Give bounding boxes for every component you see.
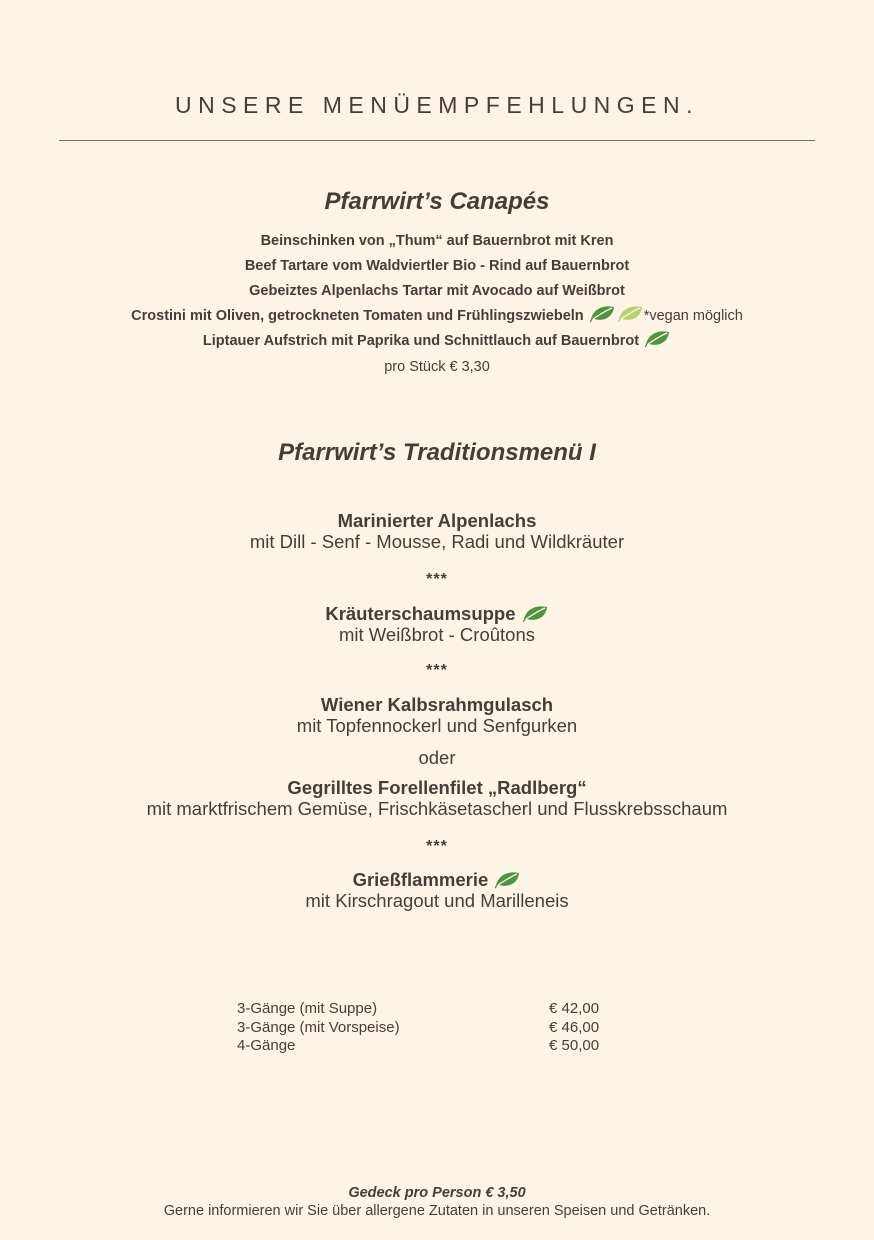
price-value: € 42,00	[549, 1000, 600, 1017]
canape-item-text: Liptauer Aufstrich mit Paprika und Schnittlauch auf Bauernbrot	[202, 333, 640, 349]
header-divider	[59, 140, 815, 141]
canapes-list	[0, 229, 874, 380]
canapes-title: Pfarrwirt’s Canapés	[324, 188, 550, 215]
course-name-row	[0, 869, 874, 890]
price-row	[237, 1000, 617, 1019]
course-description: mit Kirschragout und Marilleneis	[305, 890, 569, 911]
price-table	[237, 1000, 617, 1056]
price-value: € 46,00	[549, 1018, 600, 1036]
vegan-note: *vegan möglich	[643, 308, 743, 324]
price-value: € 50,00	[549, 1037, 600, 1054]
course-name: Marinierter Alpenlachs	[337, 510, 537, 531]
allergen-note: Gerne informieren wir Sie über allergene Zutaten in unseren Speisen und Getränken.	[163, 1203, 711, 1219]
cover-charge: Gedeck pro Person € 3,50	[348, 1185, 526, 1201]
vegan-leaf-icon	[618, 305, 644, 323]
canape-item	[0, 329, 874, 354]
price-row	[237, 1019, 617, 1038]
page-title: UNSERE MENÜEMPFEHLUNGEN.	[174, 92, 700, 118]
course-starter	[0, 510, 874, 552]
course-name: Grießflammerie	[352, 869, 489, 890]
vegetarian-leaf-icon	[523, 605, 549, 623]
vegetarian-leaf-icon	[590, 305, 616, 323]
course-main-2	[0, 777, 874, 819]
canape-item-text: Crostini mit Oliven, getrockneten Tomaten und Frühlingszwiebeln	[131, 308, 584, 324]
course-separator: ***	[426, 571, 448, 588]
canape-item	[0, 279, 874, 304]
vegetarian-leaf-icon	[495, 871, 521, 889]
course-main-1	[0, 694, 874, 736]
course-separator: ***	[426, 838, 448, 855]
canape-item	[0, 254, 874, 279]
canape-item-text: Beef Tartare vom Waldviertler Bio - Rind auf Bauernbrot	[244, 258, 630, 274]
course-soup	[0, 603, 874, 645]
canape-item	[0, 304, 874, 329]
canape-item	[0, 229, 874, 254]
canape-price: pro Stück € 3,30	[384, 359, 490, 375]
vegetarian-leaf-icon	[645, 330, 671, 348]
price-label: 3-Gänge (mit Suppe)	[237, 1000, 378, 1017]
menu-title: Pfarrwirt’s Traditionsmenü I	[278, 439, 596, 466]
price-label: 4-Gänge	[237, 1037, 296, 1054]
course-description: mit Topfennockerl und Senfgurken	[296, 715, 578, 736]
course-name-row	[0, 603, 874, 624]
price-row	[237, 1037, 617, 1056]
course-name: Gegrilltes Forellenfilet „Radlberg“	[287, 777, 587, 798]
course-description: mit Dill - Senf - Mousse, Radi und Wildkräuter	[249, 531, 625, 552]
course-name: Kräuterschaumsuppe	[325, 603, 516, 624]
course-separator: ***	[426, 662, 448, 679]
or-label: oder	[418, 747, 456, 768]
course-description: mit marktfrischem Gemüse, Frischkäsetascherl und Flusskrebsschaum	[146, 798, 728, 819]
canape-item-text: Beinschinken von „Thum“ auf Bauernbrot mit Kren	[260, 233, 614, 249]
course-name: Wiener Kalbsrahmgulasch	[320, 694, 554, 715]
course-dessert	[0, 869, 874, 911]
price-label: 3-Gänge (mit Vorspeise)	[237, 1018, 400, 1036]
canape-item-text: Gebeiztes Alpenlachs Tartar mit Avocado auf Weißbrot	[249, 283, 625, 299]
course-description: mit Weißbrot - Croûtons	[338, 624, 535, 645]
footer	[0, 1184, 874, 1220]
